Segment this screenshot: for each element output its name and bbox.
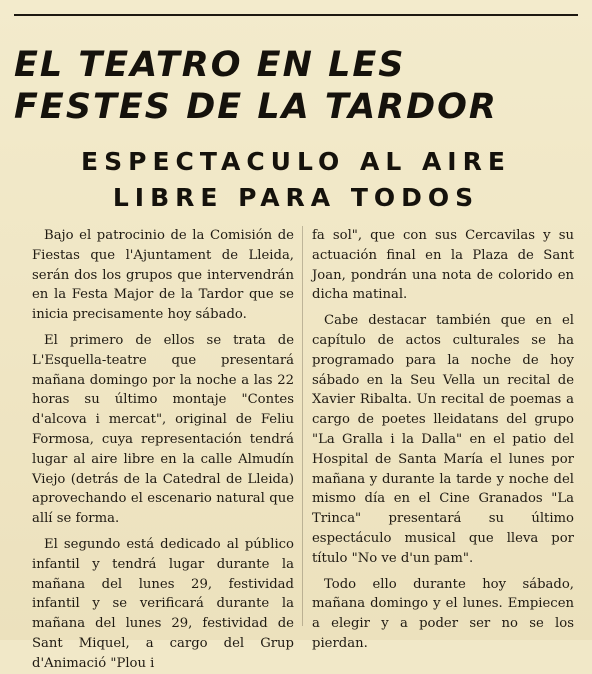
paragraph: El segundo está dedicado al público infantil y tendrá lugar durante la mañana del lunes 29, festividad infantil y se verificará durante la mañana del lunes 29, festividad de Sant Miquel, a cargo del Grup d'Animació "Plou i — [32, 536, 294, 671]
top-rule — [14, 14, 578, 16]
paragraph: Bajo el patrocinio de la Comisión de Fiestas que l'Ajuntament de Lleida, serán dos los grupos que intervendrán en la Festa Major de la Tardor que se inicia precisamente hoy sábado. — [32, 228, 294, 323]
paragraph: El primero de ellos se trata de L'Esquella-teatre que presentará mañana domingo por la noche a las 22 horas su último montaje "Contes d'alcova i mercat", original de Feliu Formosa, cuya representación tendrá lugar al aire libre en la calle Almudín Viejo (detrás de la Catedral de Lleida) aprovechando el escenario natural que allí se forma. — [32, 332, 294, 527]
headline-line-1: EL TEATRO EN LES — [14, 45, 406, 85]
column-divider — [302, 226, 303, 626]
paragraph: Todo ello durante hoy sábado, mañana domingo y el lunes. Empiecen a elegir y a poder ser no se los pierdan. — [312, 576, 574, 651]
article-column-right — [312, 226, 574, 654]
subheadline-line-2: LIBRE PARA TODOS — [112, 183, 480, 212]
paragraph: Cabe destacar también que en el capítulo de actos culturales se ha programado para la noche de hoy sábado en la Seu Vella un recital de Xavier Ribalta. Un recital de poemas a cargo de poetes lleidatans del grupo "La Gralla i la Dalla" en el patio del Hospital de Santa María el lunes por mañana y durante la tarde y noche del mismo día en el Cine Granados "La Trinca" presentará su último espectáculo musical que lleva por título "No ve d'un pam". — [312, 313, 574, 566]
paragraph: fa sol", que con sus Cercavilas y su actuación final en la Plaza de Sant Joan, pondrán una nota de colorido en dicha matinal. — [312, 228, 574, 303]
headline-line-2: FESTES DE LA TARDOR — [14, 87, 498, 127]
article-column-left — [32, 226, 294, 674]
subheadline-line-1: ESPECTACULO AL AIRE — [81, 147, 511, 176]
